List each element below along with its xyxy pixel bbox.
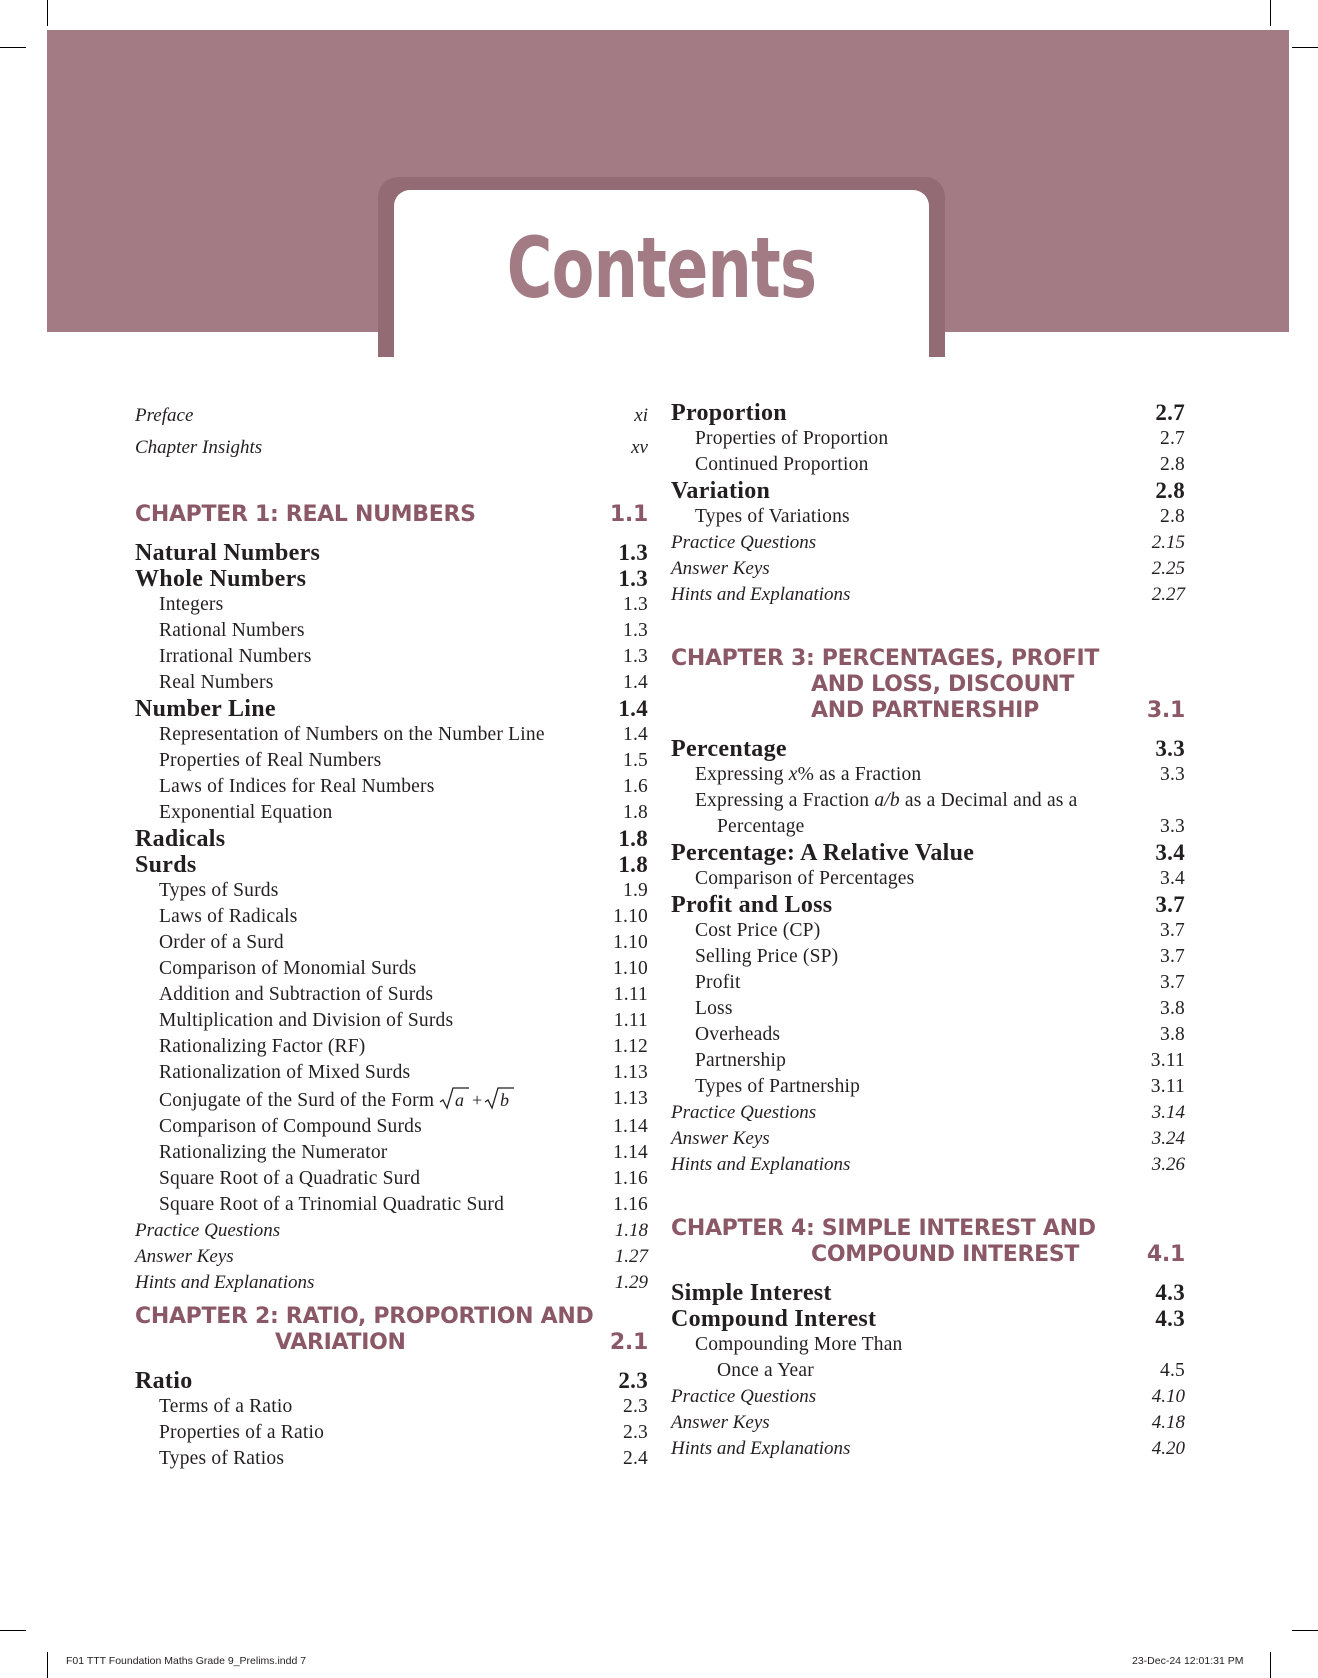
entry-page: 1.4 bbox=[618, 696, 648, 721]
entry-page: 3.7 bbox=[1160, 920, 1185, 941]
entry-title: Proportion bbox=[671, 400, 787, 426]
entry-page: 3.14 bbox=[1151, 1102, 1185, 1123]
entry-title: Partnership bbox=[695, 1050, 787, 1071]
entry-page: 3.7 bbox=[1160, 946, 1185, 967]
chapter-page: 4.1 bbox=[1146, 1242, 1185, 1267]
entry-title: Terms of a Ratio bbox=[159, 1396, 293, 1417]
entry-page: 1.14 bbox=[613, 1142, 648, 1163]
toc-entry bbox=[135, 748, 648, 774]
entry-page: 1.8 bbox=[618, 852, 648, 877]
entry-page: xi bbox=[634, 405, 648, 426]
toc-entry bbox=[671, 970, 1185, 996]
entry-title: Comparison of Monomial Surds bbox=[159, 958, 417, 979]
page-title: Contents bbox=[506, 219, 817, 317]
entry-title: Comparison of Compound Surds bbox=[159, 1116, 422, 1137]
entry-page: 1.8 bbox=[623, 802, 648, 823]
chapter-heading bbox=[135, 502, 648, 528]
entry-page: 1.10 bbox=[613, 958, 648, 979]
entry-title: Answer Keys bbox=[135, 1246, 234, 1267]
entry-page: 3.4 bbox=[1155, 840, 1185, 865]
math-variable: x bbox=[788, 764, 798, 785]
entry-page: 3.3 bbox=[1155, 736, 1185, 761]
entry-page: 1.5 bbox=[623, 750, 648, 771]
entry-title: Integers bbox=[159, 594, 224, 615]
entry-title-part: Expressing a Fraction bbox=[695, 790, 875, 811]
toc-entry bbox=[671, 1100, 1185, 1126]
toc-entry bbox=[671, 1436, 1185, 1462]
entry-title: Practice Questions bbox=[671, 1386, 817, 1407]
footer-file-name: F01 TTT Foundation Maths Grade 9_Prelims.indd 7 bbox=[66, 1655, 307, 1667]
chapter-title-line: CHAPTER 3: PERCENTAGES, PROFIT bbox=[671, 646, 1100, 671]
entry-page: 1.10 bbox=[613, 932, 648, 953]
entry-page: 3.11 bbox=[1150, 1076, 1185, 1097]
radical-sign-icon bbox=[439, 1086, 517, 1112]
entry-title: Types of Variations bbox=[695, 506, 850, 527]
toc-section bbox=[671, 478, 1185, 504]
entry-page: 2.7 bbox=[1160, 428, 1185, 449]
entry-page: 2.27 bbox=[1151, 584, 1185, 605]
entry-page: 3.4 bbox=[1160, 868, 1185, 889]
toc-entry bbox=[135, 1140, 648, 1166]
entry-title: Rationalization of Mixed Surds bbox=[159, 1062, 411, 1083]
crop-mark bbox=[0, 1630, 26, 1631]
entry-page: 1.8 bbox=[618, 826, 648, 851]
entry-title: Types of Surds bbox=[159, 880, 279, 901]
entry-title: Order of a Surd bbox=[159, 932, 284, 953]
entry-title: Whole Numbers bbox=[135, 566, 307, 592]
toc-entry bbox=[671, 866, 1185, 892]
entry-title: Comparison of Percentages bbox=[695, 868, 915, 889]
chapter-heading bbox=[135, 1304, 648, 1356]
entry-page: 1.3 bbox=[618, 566, 648, 591]
entry-page: 3.11 bbox=[1150, 1050, 1185, 1071]
entry-page: 1.12 bbox=[613, 1036, 648, 1057]
entry-title: Representation of Numbers on the Number Line bbox=[159, 724, 545, 745]
entry-page: 1.3 bbox=[623, 646, 648, 667]
toc-entry bbox=[671, 762, 1185, 788]
toc-entry bbox=[671, 556, 1185, 582]
entry-page: 1.4 bbox=[623, 672, 648, 693]
entry-title: Percentage bbox=[671, 736, 787, 762]
chapter-title-line: CHAPTER 4: SIMPLE INTEREST AND bbox=[671, 1216, 1096, 1241]
entry-title: Types of Ratios bbox=[159, 1448, 285, 1469]
toc-entry bbox=[135, 1086, 648, 1114]
entry-title-continued: Percentage bbox=[717, 816, 805, 837]
toc-entry bbox=[135, 1034, 648, 1060]
entry-title: Types of Partnership bbox=[695, 1076, 861, 1097]
toc-entry bbox=[671, 504, 1185, 530]
toc-section bbox=[671, 892, 1185, 918]
entry-page: 2.8 bbox=[1160, 506, 1185, 527]
entry-page: 1.16 bbox=[613, 1194, 648, 1215]
crop-mark bbox=[0, 47, 26, 48]
entry-page: 2.8 bbox=[1155, 478, 1185, 503]
crop-mark bbox=[1270, 1652, 1271, 1678]
entry-page: 1.18 bbox=[614, 1220, 648, 1241]
toc-entry bbox=[135, 956, 648, 982]
chapter-heading bbox=[671, 1216, 1185, 1268]
entry-page: 2.4 bbox=[623, 1448, 648, 1469]
chapter-2-entries bbox=[135, 1368, 648, 1472]
toc-entry bbox=[135, 1166, 648, 1192]
chapter-title-line: VARIATION bbox=[275, 1330, 406, 1355]
entry-page: 1.14 bbox=[613, 1116, 648, 1137]
toc-entry bbox=[135, 1008, 648, 1034]
toc-entry bbox=[135, 670, 648, 696]
entry-title-part: % as a Fraction bbox=[797, 764, 922, 785]
toc-entry bbox=[135, 1394, 648, 1420]
entry-page: xv bbox=[631, 437, 648, 458]
toc-entry bbox=[135, 774, 648, 800]
toc-section bbox=[135, 1368, 648, 1394]
entry-title: Practice Questions bbox=[671, 1102, 817, 1123]
toc-entry bbox=[671, 452, 1185, 478]
toc-entry bbox=[671, 582, 1185, 608]
toc-entry bbox=[671, 788, 1185, 840]
entry-page: 3.7 bbox=[1155, 892, 1185, 917]
entry-page: 2.15 bbox=[1151, 532, 1185, 553]
entry-page: 1.13 bbox=[613, 1088, 648, 1109]
entry-page: 1.29 bbox=[614, 1272, 648, 1293]
toc-entry bbox=[135, 1114, 648, 1140]
toc-entry bbox=[135, 930, 648, 956]
toc-entry bbox=[135, 1446, 648, 1472]
entry-page: 1.11 bbox=[613, 1010, 648, 1031]
entry-title: Rationalizing the Numerator bbox=[159, 1142, 388, 1163]
entry-title: Multiplication and Division of Surds bbox=[159, 1010, 454, 1031]
chapter-4-entries bbox=[671, 1280, 1185, 1332]
entry-title: Percentage: A Relative Value bbox=[671, 840, 975, 866]
entry-title: Rational Numbers bbox=[159, 620, 305, 641]
entry-page: 4.18 bbox=[1151, 1412, 1185, 1433]
toc-section bbox=[135, 540, 648, 566]
entry-title: Rationalizing Factor (RF) bbox=[159, 1036, 366, 1057]
toc-section bbox=[671, 1306, 1185, 1332]
entry-page: 2.7 bbox=[1155, 400, 1185, 425]
toc-entry bbox=[671, 1332, 1185, 1384]
entry-title-part: as a Decimal and as a bbox=[899, 790, 1078, 811]
toc-entry bbox=[135, 722, 648, 748]
chapter-title-line: AND LOSS, DISCOUNT bbox=[811, 672, 1075, 697]
toc-entry bbox=[135, 1244, 648, 1270]
entry-title: Profit bbox=[695, 972, 741, 993]
entry-page: 3.26 bbox=[1151, 1154, 1185, 1175]
toc-entry bbox=[135, 982, 648, 1008]
entry-page: 4.3 bbox=[1155, 1280, 1185, 1305]
entry-title: Compounding More Than bbox=[695, 1334, 903, 1355]
chapter-page: 1.1 bbox=[609, 502, 648, 527]
entry-page: 4.5 bbox=[1160, 1360, 1185, 1381]
entry-title: Hints and Explanations bbox=[671, 1438, 851, 1459]
toc-entry bbox=[135, 1270, 648, 1296]
entry-page: 4.10 bbox=[1151, 1386, 1185, 1407]
surd-a: a bbox=[455, 1090, 465, 1110]
entry-title: Properties of Proportion bbox=[695, 428, 889, 449]
front-matter-list bbox=[135, 400, 648, 464]
entry-page: 3.8 bbox=[1160, 998, 1185, 1019]
toc-entry bbox=[671, 1410, 1185, 1436]
toc-entry bbox=[135, 878, 648, 904]
entry-title: Laws of Indices for Real Numbers bbox=[159, 776, 435, 797]
entry-page: 1.4 bbox=[623, 724, 648, 745]
entry-title: Hints and Explanations bbox=[671, 1154, 851, 1175]
chapter-title-line: AND PARTNERSHIP bbox=[811, 698, 1039, 723]
entry-title: Number Line bbox=[135, 696, 276, 722]
math-variable: a/b bbox=[874, 790, 900, 811]
toc-entry bbox=[135, 592, 648, 618]
toc-entry bbox=[671, 918, 1185, 944]
entry-title: Simple Interest bbox=[671, 1280, 832, 1306]
entry-page: 3.24 bbox=[1151, 1128, 1185, 1149]
entry-title: Hints and Explanations bbox=[671, 584, 851, 605]
chapter-4-entries-continued bbox=[671, 1384, 1185, 1462]
toc-section bbox=[135, 696, 648, 722]
entry-title: Answer Keys bbox=[671, 1128, 770, 1149]
entry-page: 1.3 bbox=[623, 620, 648, 641]
entry-title: Answer Keys bbox=[671, 1412, 770, 1433]
footer-timestamp: 23-Dec-24 12:01:31 PM bbox=[1132, 1655, 1244, 1667]
toc-entry bbox=[671, 1022, 1185, 1048]
entry-page: 2.3 bbox=[623, 1422, 648, 1443]
crop-mark bbox=[1292, 47, 1318, 48]
entry-title: Conjugate of the Surd of the Form bbox=[159, 1090, 435, 1111]
chapter-title-line: COMPOUND INTEREST bbox=[811, 1242, 1080, 1267]
toc-entry bbox=[671, 1152, 1185, 1178]
entry-title: Hints and Explanations bbox=[135, 1272, 315, 1293]
entry-page: 1.3 bbox=[618, 540, 648, 565]
toc-entry bbox=[135, 800, 648, 826]
entry-title: Variation bbox=[671, 478, 771, 504]
entry-title: Irrational Numbers bbox=[159, 646, 312, 667]
chapter-heading bbox=[671, 646, 1185, 724]
toc-entry bbox=[135, 1060, 648, 1086]
toc-section bbox=[671, 1280, 1185, 1306]
entry-page: 1.3 bbox=[623, 594, 648, 615]
surd-b: b bbox=[500, 1090, 510, 1110]
chapter-2-entries-continued bbox=[671, 400, 1185, 608]
entry-page: 3.3 bbox=[1160, 816, 1185, 837]
toc-entry bbox=[671, 996, 1185, 1022]
entry-title: Practice Questions bbox=[671, 532, 817, 553]
toc-entry bbox=[135, 432, 648, 464]
entry-title: Selling Price (SP) bbox=[695, 946, 839, 967]
toc-entry bbox=[671, 1048, 1185, 1074]
entry-page: 1.6 bbox=[623, 776, 648, 797]
toc-entry bbox=[671, 944, 1185, 970]
toc-section bbox=[135, 566, 648, 592]
entry-page: 2.8 bbox=[1160, 454, 1185, 475]
toc-entry bbox=[135, 904, 648, 930]
entry-title-part: Expressing bbox=[695, 764, 789, 785]
toc-entry bbox=[135, 618, 648, 644]
entry-page: 2.3 bbox=[623, 1396, 648, 1417]
crop-mark bbox=[1270, 0, 1271, 26]
toc-entry bbox=[135, 644, 648, 670]
entry-title: Cost Price (CP) bbox=[695, 920, 821, 941]
entry-page: 4.20 bbox=[1151, 1438, 1185, 1459]
chapter-1-entries-continued bbox=[135, 1114, 648, 1296]
toc-entry bbox=[671, 1384, 1185, 1410]
chapter-1-entries bbox=[135, 540, 648, 1086]
toc-entry bbox=[135, 1192, 648, 1218]
entry-page: 3.8 bbox=[1160, 1024, 1185, 1045]
toc-entry bbox=[671, 1074, 1185, 1100]
entry-title: Compound Interest bbox=[671, 1306, 877, 1332]
entry-page: 3.7 bbox=[1160, 972, 1185, 993]
entry-title: Radicals bbox=[135, 826, 226, 852]
toc-entry bbox=[135, 400, 648, 432]
entry-page: 1.9 bbox=[623, 880, 648, 901]
entry-title: Natural Numbers bbox=[135, 540, 321, 566]
toc-section bbox=[671, 840, 1185, 866]
entry-title: Square Root of a Trinomial Quadratic Surd bbox=[159, 1194, 505, 1215]
toc-section bbox=[135, 826, 648, 852]
entry-page: 1.10 bbox=[613, 906, 648, 927]
surd-plus: + bbox=[472, 1090, 483, 1110]
entry-title: Loss bbox=[695, 998, 733, 1019]
crop-mark bbox=[1292, 1630, 1318, 1631]
entry-title: Overheads bbox=[695, 1024, 781, 1045]
toc-entry bbox=[671, 1126, 1185, 1152]
toc-entry bbox=[671, 530, 1185, 556]
toc-section bbox=[135, 852, 648, 878]
entry-title: Properties of a Ratio bbox=[159, 1422, 325, 1443]
chapter-title: CHAPTER 1: REAL NUMBERS bbox=[135, 502, 476, 527]
entry-title: Practice Questions bbox=[135, 1220, 281, 1241]
entry-page: 1.27 bbox=[614, 1246, 648, 1267]
entry-title: Surds bbox=[135, 852, 197, 878]
entry-page: 2.3 bbox=[618, 1368, 648, 1393]
entry-title-continued: Once a Year bbox=[717, 1360, 814, 1381]
entry-title: Properties of Real Numbers bbox=[159, 750, 382, 771]
chapter-3-entries bbox=[671, 840, 1185, 1178]
entry-title: Laws of Radicals bbox=[159, 906, 298, 927]
toc-right-column bbox=[671, 400, 1185, 1462]
entry-page: 2.25 bbox=[1151, 558, 1185, 579]
chapter-page: 2.1 bbox=[609, 1330, 648, 1355]
entry-title: Square Root of a Quadratic Surd bbox=[159, 1168, 421, 1189]
entry-title: Chapter Insights bbox=[135, 437, 263, 458]
entry-page: 1.11 bbox=[613, 984, 648, 1005]
chapter-page: 3.1 bbox=[1146, 698, 1185, 723]
entry-title: Answer Keys bbox=[671, 558, 770, 579]
entry-title: Continued Proportion bbox=[695, 454, 869, 475]
entry-page: 1.13 bbox=[613, 1062, 648, 1083]
toc-entry bbox=[135, 1218, 648, 1244]
entry-title: Profit and Loss bbox=[671, 892, 833, 918]
toc-left-column bbox=[135, 400, 648, 1472]
toc-entry bbox=[671, 426, 1185, 452]
crop-mark bbox=[47, 1652, 48, 1678]
entry-page: 3.3 bbox=[1160, 764, 1185, 785]
surd-formula bbox=[439, 1090, 517, 1111]
toc-section bbox=[671, 400, 1185, 426]
crop-mark bbox=[47, 0, 48, 26]
entry-title: Ratio bbox=[135, 1368, 193, 1394]
entry-page: 4.3 bbox=[1155, 1306, 1185, 1331]
entry-title: Exponential Equation bbox=[159, 802, 333, 823]
entry-page: 1.16 bbox=[613, 1168, 648, 1189]
entry-title: Real Numbers bbox=[159, 672, 274, 693]
chapter-title-line: CHAPTER 2: RATIO, PROPORTION AND bbox=[135, 1304, 594, 1329]
toc-section bbox=[671, 736, 1185, 762]
entry-title: Addition and Subtraction of Surds bbox=[159, 984, 434, 1005]
entry-title: Preface bbox=[135, 405, 194, 426]
toc-entry bbox=[135, 1420, 648, 1446]
